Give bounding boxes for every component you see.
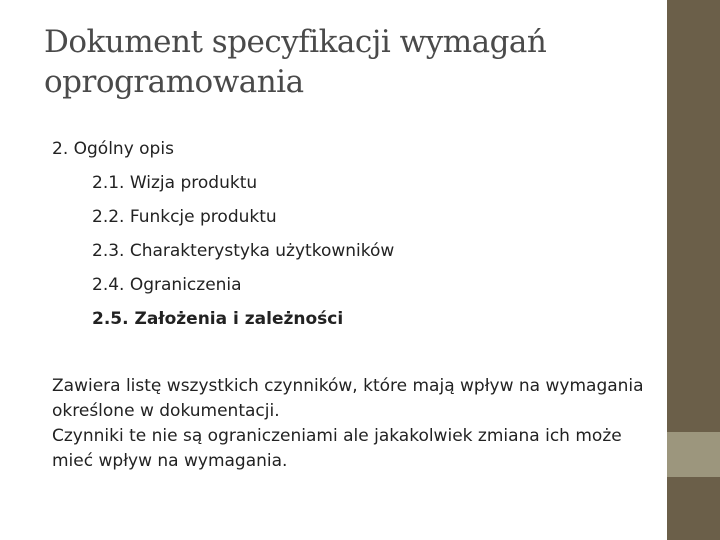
outline-subsection-1: 2.1. Wizja produktu <box>92 173 258 193</box>
outline-subsection-5-highlighted: 2.5. Założenia i zależności <box>92 309 344 329</box>
outline-subsection-3: 2.3. Charakterystyka użytkowników <box>92 241 395 261</box>
slide-title: Dokument specyfikacji wymagań oprogramowania <box>44 24 547 100</box>
decorative-side-bar-accent <box>667 432 720 477</box>
outline-subsection-4: 2.4. Ograniczenia <box>92 275 242 295</box>
description-paragraph-2: Czynniki te nie są ograniczeniami ale jakakolwiek zmiana ich może mieć wpływ na wymagania. <box>52 426 622 471</box>
description-text <box>52 374 652 474</box>
outline-list <box>52 132 662 336</box>
outline-subsection-2: 2.2. Funkcje produktu <box>92 207 277 227</box>
description-paragraph-1: Zawiera listę wszystkich czynników, które mają wpływ na wymagania określone w dokumentacji. <box>52 376 644 421</box>
outline-section: 2. Ogólny opis <box>52 139 174 159</box>
